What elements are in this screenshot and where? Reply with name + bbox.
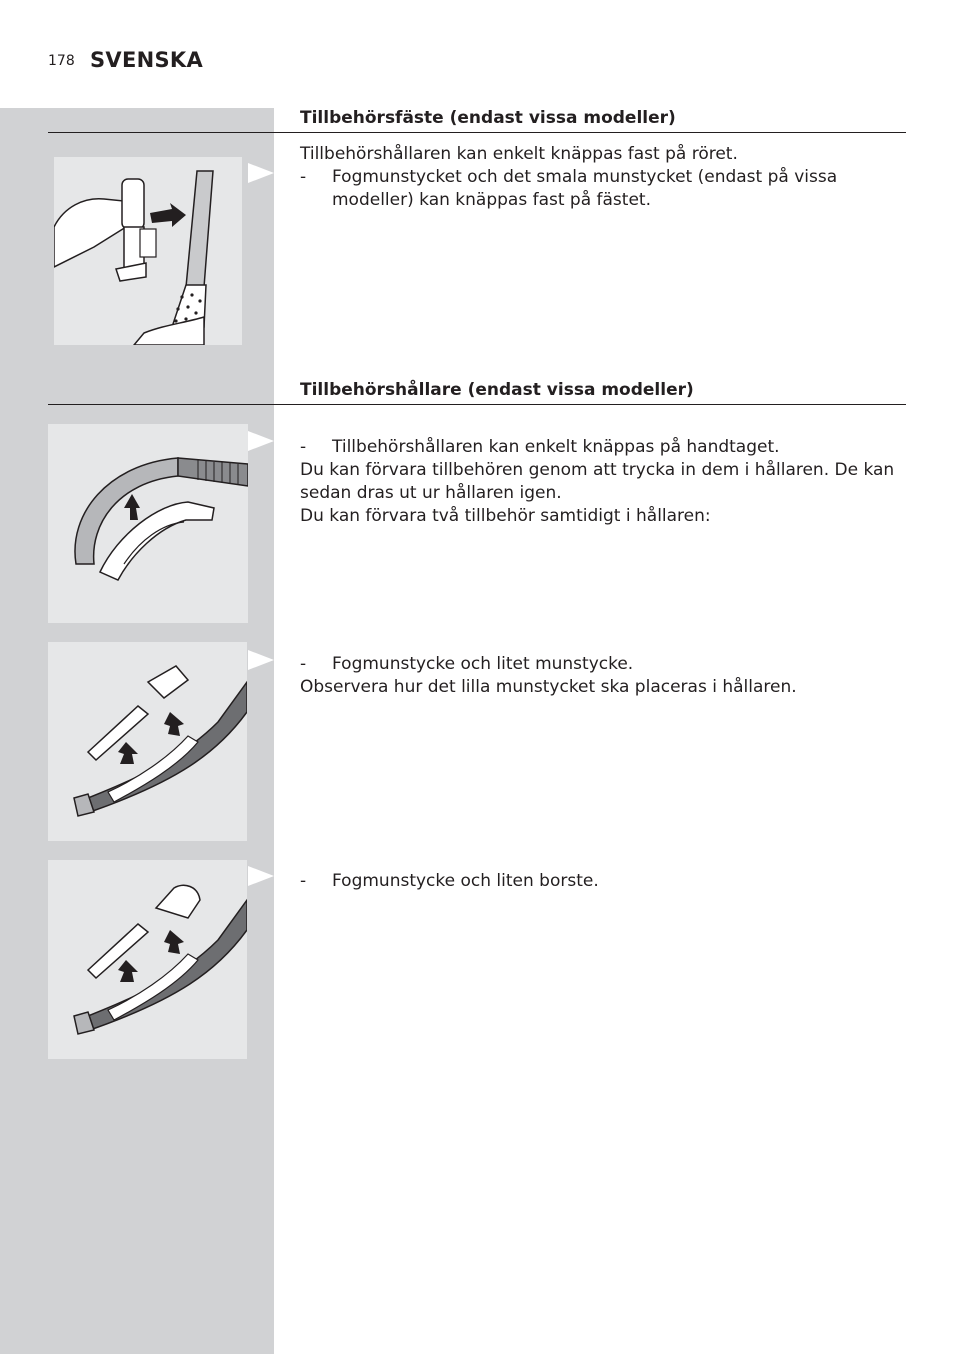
step1-line2: Du kan förvara två tillbehör samtidigt i hållaren:: [300, 506, 711, 526]
section2-step2-text: [300, 653, 900, 699]
section2-step1-text: [300, 436, 900, 528]
section-title-accessory-holder: Tillbehörshållare (endast vissa modeller): [300, 380, 694, 400]
section2-step3-text: [300, 870, 900, 893]
illustration-pointer: [248, 431, 274, 451]
illustration-pointer: [248, 866, 274, 886]
crevice-small-brush-drawing: [48, 860, 247, 1059]
section-rule: [48, 132, 906, 133]
illustration-crevice-small-nozzle: [48, 642, 247, 841]
section1-intro: Tillbehörshållaren kan enkelt knäppas fast på röret.: [300, 144, 738, 164]
crevice-small-nozzle-drawing: [48, 642, 247, 841]
step2-line1: Observera hur det lilla munstycket ska placeras i hållaren.: [300, 677, 797, 697]
illustration-crevice-small-brush: [48, 860, 247, 1059]
illustration-pointer: [248, 163, 274, 183]
bullet-text: Fogmunstycket och det smala munstycket (endast på vissa modeller) kan knäppas fast på fästet.: [332, 167, 838, 210]
bullet-text: Fogmunstycke och litet munstycke.: [332, 654, 634, 674]
step3-bullet: [300, 870, 900, 893]
bullet-dash: -: [300, 437, 307, 457]
bullet-dash: -: [300, 871, 307, 891]
section-rule: [48, 404, 906, 405]
holder-on-handle-drawing: [48, 424, 248, 623]
step1-bullet: [300, 436, 900, 459]
section1-bullet: [300, 166, 900, 212]
bullet-text: Tillbehörshållaren kan enkelt knäppas på handtaget.: [332, 437, 780, 457]
section-title-accessory-clip: Tillbehörsfäste (endast vissa modeller): [300, 108, 676, 128]
bullet-text: Fogmunstycke och liten borste.: [332, 871, 599, 891]
step2-bullet: [300, 653, 900, 676]
clip-on-tube-drawing: [54, 157, 242, 345]
step1-line1: Du kan förvara tillbehören genom att trycka in dem i hållaren. De kan sedan dras ut ur hållaren igen.: [300, 460, 895, 503]
illustration-clip-on-tube: [54, 157, 242, 345]
illustration-pointer: [248, 650, 274, 670]
language-heading: SVENSKA: [90, 48, 204, 72]
section1-text: [300, 143, 900, 212]
page-number: 178: [48, 53, 75, 69]
bullet-dash: -: [300, 654, 307, 674]
illustration-holder-on-handle: [48, 424, 248, 623]
bullet-dash: -: [300, 167, 307, 187]
